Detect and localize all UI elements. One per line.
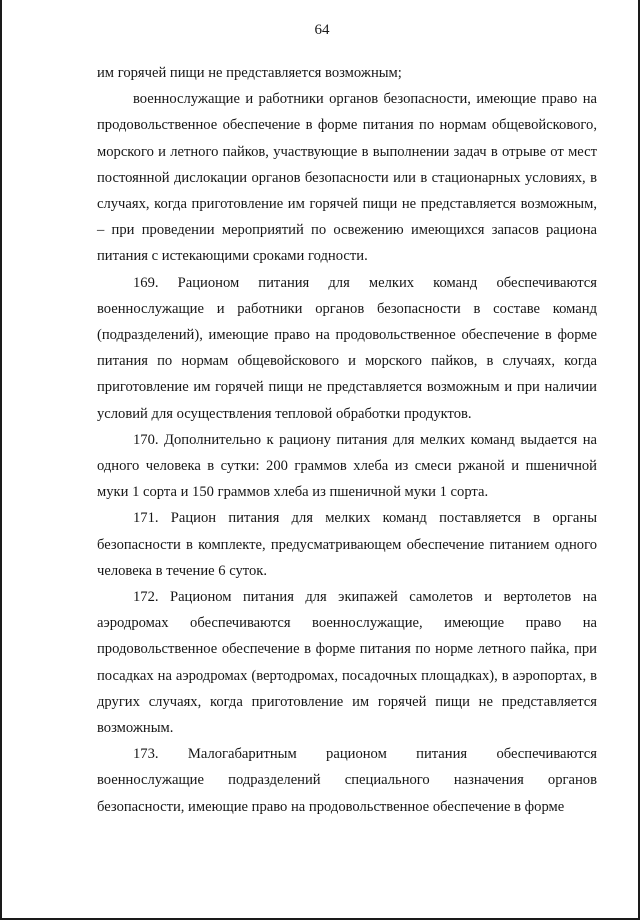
paragraph-173: 173. Малогабаритным рационом питания обеспечиваются военнослужащие подразделений специального назначения органов безопасности, имеющие право на продовольственное обеспечение в форме	[97, 746, 597, 815]
paragraph-security-personnel: военнослужащие и работники органов безопасности, имеющие право на продовольственное обеспечение в форме питания по нормам общевойскового, морского и летного пайков, участвующие в выполнении задач в отрыве от мест постоянной дислокации органов безопасности или в стационарных условиях, в случаях, когда приготовление им горячей пищи не представляется возможным, – при проведении мероприятий по освежению имеющихся запасов рациона питания с истекающими сроками годности.	[97, 91, 597, 265]
paragraph-172: 172. Рационом питания для экипажей самолетов и вертолетов на аэродромах обеспечиваются военнослужащие, имеющие право на продовольственное обеспечение в форме питания по норме летного пайка, при посадках на аэродромах (вертодромах, посадочных площадках), в аэропортах, в других случаях, когда приготовление им горячей пищи не представляется возможным.	[97, 589, 597, 737]
page-number: 64	[314, 22, 330, 38]
paragraph-171: 171. Рацион питания для мелких команд поставляется в органы безопасности в комплекте, предусматривающем обеспечение питанием одного человека в течение 6 суток.	[97, 510, 597, 579]
paragraph-170: 170. Дополнительно к рациону питания для мелких команд выдается на одного человека в сутки: 200 граммов хлеба из смеси ржаной и пшеничной муки 1 сорта и 150 граммов хлеба из пшеничной муки 1 сорта.	[97, 431, 597, 501]
paragraph-continuation: им горячей пищи не представляется возможным;	[97, 65, 402, 81]
paragraph-169: 169. Рационом питания для мелких команд обеспечиваются военнослужащие и работники органов безопасности в составе команд (подразделений), имеющие право на продовольственное обеспечение в форме питания по нормам общевойскового и морского пайков, в случаях, когда приготовление им горячей пищи не представляется возможным и при наличии условий для осуществления тепловой обработки продуктов.	[97, 274, 597, 422]
document-body	[97, 60, 597, 820]
